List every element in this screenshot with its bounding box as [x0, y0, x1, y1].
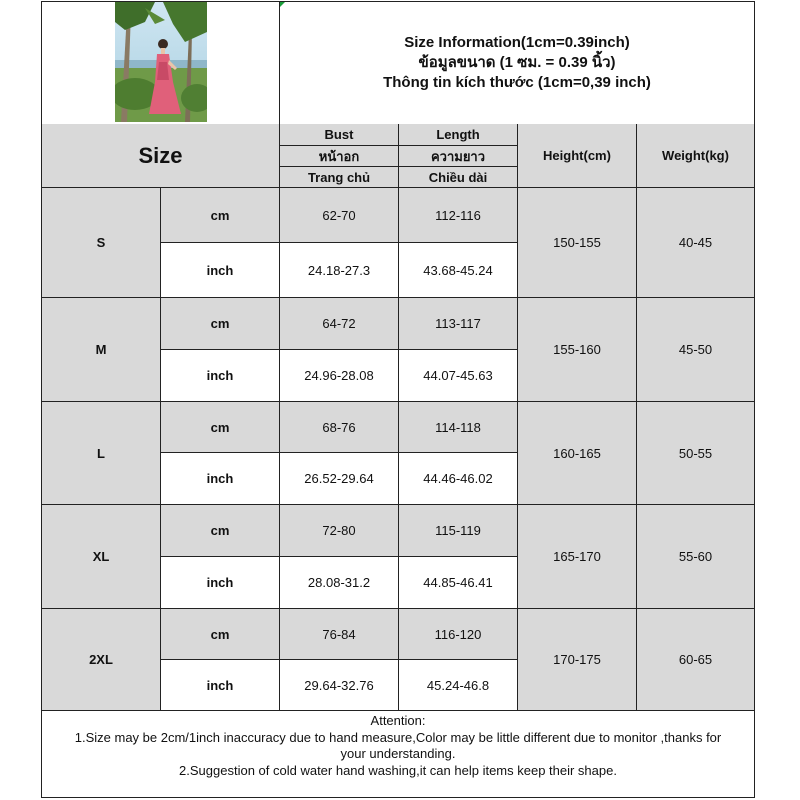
product-photo-icon: [115, 2, 207, 122]
attention-note-2: 2.Suggestion of cold water hand washing,it can help items keep their shape.: [179, 762, 617, 778]
length-inch: 43.68-45.24: [399, 243, 518, 298]
size-label-2xl: 2XL: [42, 609, 161, 711]
length-header-en: Length: [399, 124, 518, 146]
weight-range: 55-60: [637, 505, 754, 609]
size-column-header: Size: [42, 124, 280, 188]
bust-cm: 76-84: [280, 609, 399, 660]
unit-cm: cm: [161, 402, 280, 453]
photo-cell: [42, 2, 280, 124]
bust-inch: 24.18-27.3: [280, 243, 399, 298]
bust-cm: 68-76: [280, 402, 399, 453]
length-inch: 44.46-46.02: [399, 453, 518, 505]
bust-cm: 72-80: [280, 505, 399, 557]
unit-inch: inch: [161, 660, 280, 711]
length-inch: 44.07-45.63: [399, 350, 518, 402]
unit-inch: inch: [161, 453, 280, 505]
unit-inch: inch: [161, 243, 280, 298]
bust-inch: 29.64-32.76: [280, 660, 399, 711]
length-header-th: ความยาว: [399, 146, 518, 167]
height-range: 160-165: [518, 402, 637, 505]
length-header-vi: Chiều dài: [399, 167, 518, 188]
length-cm: 115-119: [399, 505, 518, 557]
attention-note-1: 1.Size may be 2cm/1inch inaccuracy due to hand measure,Color may be little different due to monitor ,thanks for your understanding.: [74, 729, 722, 761]
length-cm: 112-116: [399, 188, 518, 243]
height-range: 170-175: [518, 609, 637, 711]
info-line-thai: ข้อมูลขนาด (1 ซม. = 0.39 นิ้ว): [418, 54, 616, 71]
weight-range: 45-50: [637, 298, 754, 402]
height-header: Height(cm): [518, 124, 637, 188]
length-cm: 114-118: [399, 402, 518, 453]
height-range: 150-155: [518, 188, 637, 298]
size-chart: [41, 1, 755, 798]
size-label-s: S: [42, 188, 161, 298]
size-label-l: L: [42, 402, 161, 505]
length-inch: 44.85-46.41: [399, 557, 518, 609]
weight-range: 40-45: [637, 188, 754, 298]
chart-header: [42, 2, 754, 125]
bust-cm: 64-72: [280, 298, 399, 350]
size-label-xl: XL: [42, 505, 161, 609]
bust-header-th: หน้าอก: [280, 146, 399, 167]
height-range: 165-170: [518, 505, 637, 609]
unit-inch: inch: [161, 557, 280, 609]
bust-header-vi: Trang chủ: [280, 167, 399, 188]
size-label-m: M: [42, 298, 161, 402]
info-line-english: Size Information(1cm=0.39inch): [404, 34, 630, 51]
attention-note: [42, 710, 754, 797]
length-cm: 116-120: [399, 609, 518, 660]
attention-title: Attention:: [370, 713, 426, 728]
length-cm: 113-117: [399, 298, 518, 350]
weight-header: Weight(kg): [637, 124, 754, 188]
bust-header-en: Bust: [280, 124, 399, 146]
height-range: 155-160: [518, 298, 637, 402]
unit-cm: cm: [161, 505, 280, 557]
bust-inch: 24.96-28.08: [280, 350, 399, 402]
info-line-vietnamese: Thông tin kích thước (1cm=0,39 inch): [383, 74, 651, 91]
unit-inch: inch: [161, 350, 280, 402]
unit-cm: cm: [161, 609, 280, 660]
weight-range: 60-65: [637, 609, 754, 711]
unit-cm: cm: [161, 188, 280, 243]
bust-inch: 26.52-29.64: [280, 453, 399, 505]
product-photo: [115, 2, 207, 122]
unit-cm: cm: [161, 298, 280, 350]
bust-inch: 28.08-31.2: [280, 557, 399, 609]
size-information: [280, 2, 754, 124]
length-inch: 45.24-46.8: [399, 660, 518, 711]
bust-cm: 62-70: [280, 188, 399, 243]
weight-range: 50-55: [637, 402, 754, 505]
